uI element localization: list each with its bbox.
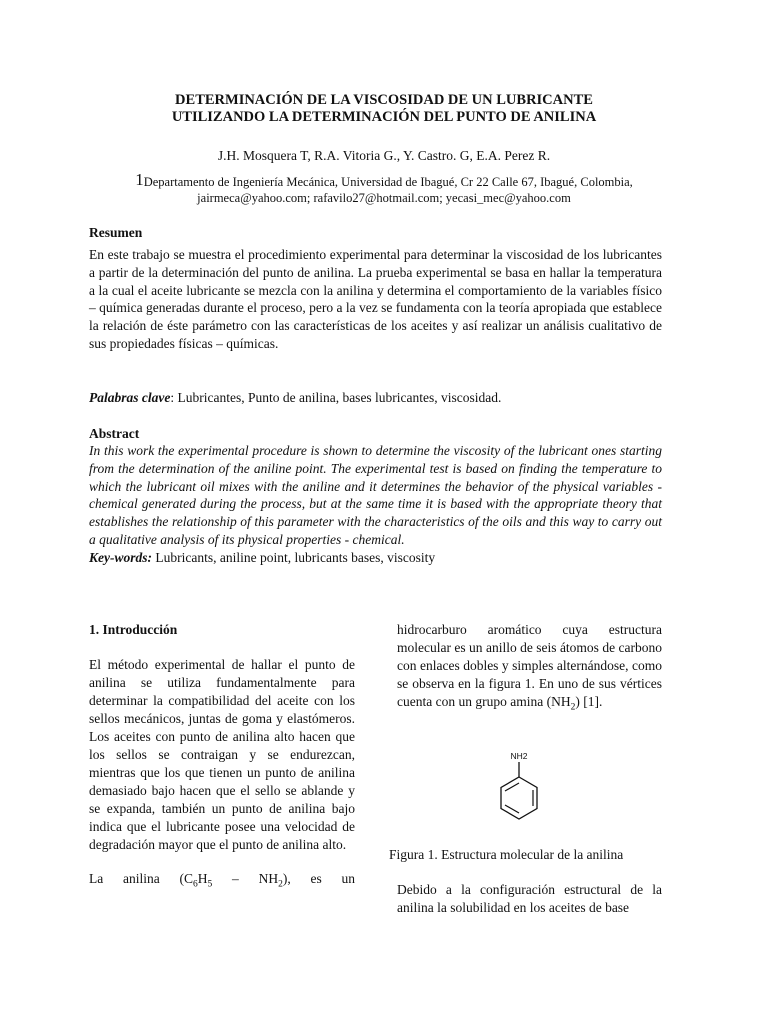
paper-title bbox=[90, 92, 678, 126]
right-paragraph-2: Debido a la configuración estructural de la anilina la solubilidad en los aceites de base bbox=[397, 882, 662, 915]
palabras-clave-text: : Lubricantes, Punto de anilina, bases lubricantes, viscosidad. bbox=[170, 390, 502, 405]
abstract-heading: Abstract bbox=[89, 426, 140, 441]
abstract-section bbox=[89, 426, 662, 567]
intro-paragraph-2: La anilina $(C_6H_5 - NH_2)$, es un bbox=[89, 871, 355, 890]
key-words-label: Key-words: bbox=[89, 549, 152, 565]
right-paragraph-2-block bbox=[397, 881, 662, 917]
affiliation-emails: jairmeca@yahoo.com; rafavilo27@hotmail.com; yecasi_mec@yahoo.com bbox=[197, 191, 571, 205]
intro-heading: 1. Introducción bbox=[89, 622, 178, 637]
right-paragraph-1: hidrocarburo aromático cuya estructura molecular es un anillo de seis átomos de carbono con enlaces dobles y simples alternándose, como se observa en la figura 1. En uno de sus vértices cuenta con un grupo amina $(NH_2)$ [1]. bbox=[397, 622, 662, 713]
affiliation-marker: 1 bbox=[135, 170, 144, 189]
palabras-clave-label: Palabras clave bbox=[89, 390, 171, 405]
nh2-label: NH2 bbox=[510, 751, 528, 761]
key-words-text: Lubricants, aniline point, lubricants bases, viscosity bbox=[152, 549, 436, 565]
authors: J.H. Mosquera T, R.A. Vitoria G., Y. Castro. G, E.A. Perez R. bbox=[217, 148, 551, 163]
abstract-text: In this work the experimental procedure is shown to determine the viscosity of the lubricant ones starting from the determination of the aniline point. The experimental test is based on finding the temperature to which the lubricant oil mixes with the aniline and it determines the behavior of the physical variables - chemical generated during the process, but at the same time it is based with the appropriate theory that establishes the relationship of this parameter with the characteristics of the oils and this way to carry out a qualitative analysis of its physical properties - chemical. bbox=[89, 443, 662, 547]
title-line-2: UTILIZANDO LA DETERMINACIÓN DEL PUNTO DE ANILINA bbox=[171, 109, 597, 125]
resumen-heading: Resumen bbox=[89, 225, 143, 240]
figure-1-caption: Figura 1. Estructura molecular de la anilina bbox=[389, 847, 624, 862]
affiliation-line-1: Departamento de Ingeniería Mecánica, Universidad de Ibagué, Cr 22 Calle 67, Ibagué, Colombia, bbox=[143, 175, 633, 189]
resumen-section bbox=[89, 225, 662, 353]
right-column bbox=[397, 621, 662, 711]
aniline-structure-figure bbox=[490, 748, 550, 843]
intro-paragraph-1: El método experimental de hallar el punto de anilina se utiliza fundamentalmente para determinar la compatibilidad del aceite con los sellos mecánicos, juntas de goma y elastómeros. Los aceites con punto de anilina alto hacen que los sellos se contraigan y se endurezcan, mientras que los que tienen un punto de anilina demasiado bajo hacen que el sello se ablande y se expanda, también un punto de anilina bajo indica que el lubricante posee una velocidad de degradación mayor que el punto de anilina alto. bbox=[89, 657, 355, 852]
palabras-clave bbox=[89, 389, 662, 407]
affiliation bbox=[70, 172, 698, 206]
left-column bbox=[89, 621, 355, 888]
title-line-1: DETERMINACIÓN DE LA VISCOSIDAD DE UN LUBRICANTE bbox=[175, 92, 593, 108]
resumen-text: En este trabajo se muestra el procedimiento experimental para determinar la viscosidad de los lubricantes a partir de la determinación del punto de anilina. La prueba experimental se basa en hallar la temperatura a la cual el aceite lubricante se mezcla con la anilina y determina el comportamiento de la variables físico – química generadas durante el proceso, pero a la vez se fundamenta con la teoría apropiada que establece la relación de éste parámetro con las características de los aceites y así realizar un análisis cualitativo de sus propiedades físicas – químicas. bbox=[89, 247, 662, 351]
